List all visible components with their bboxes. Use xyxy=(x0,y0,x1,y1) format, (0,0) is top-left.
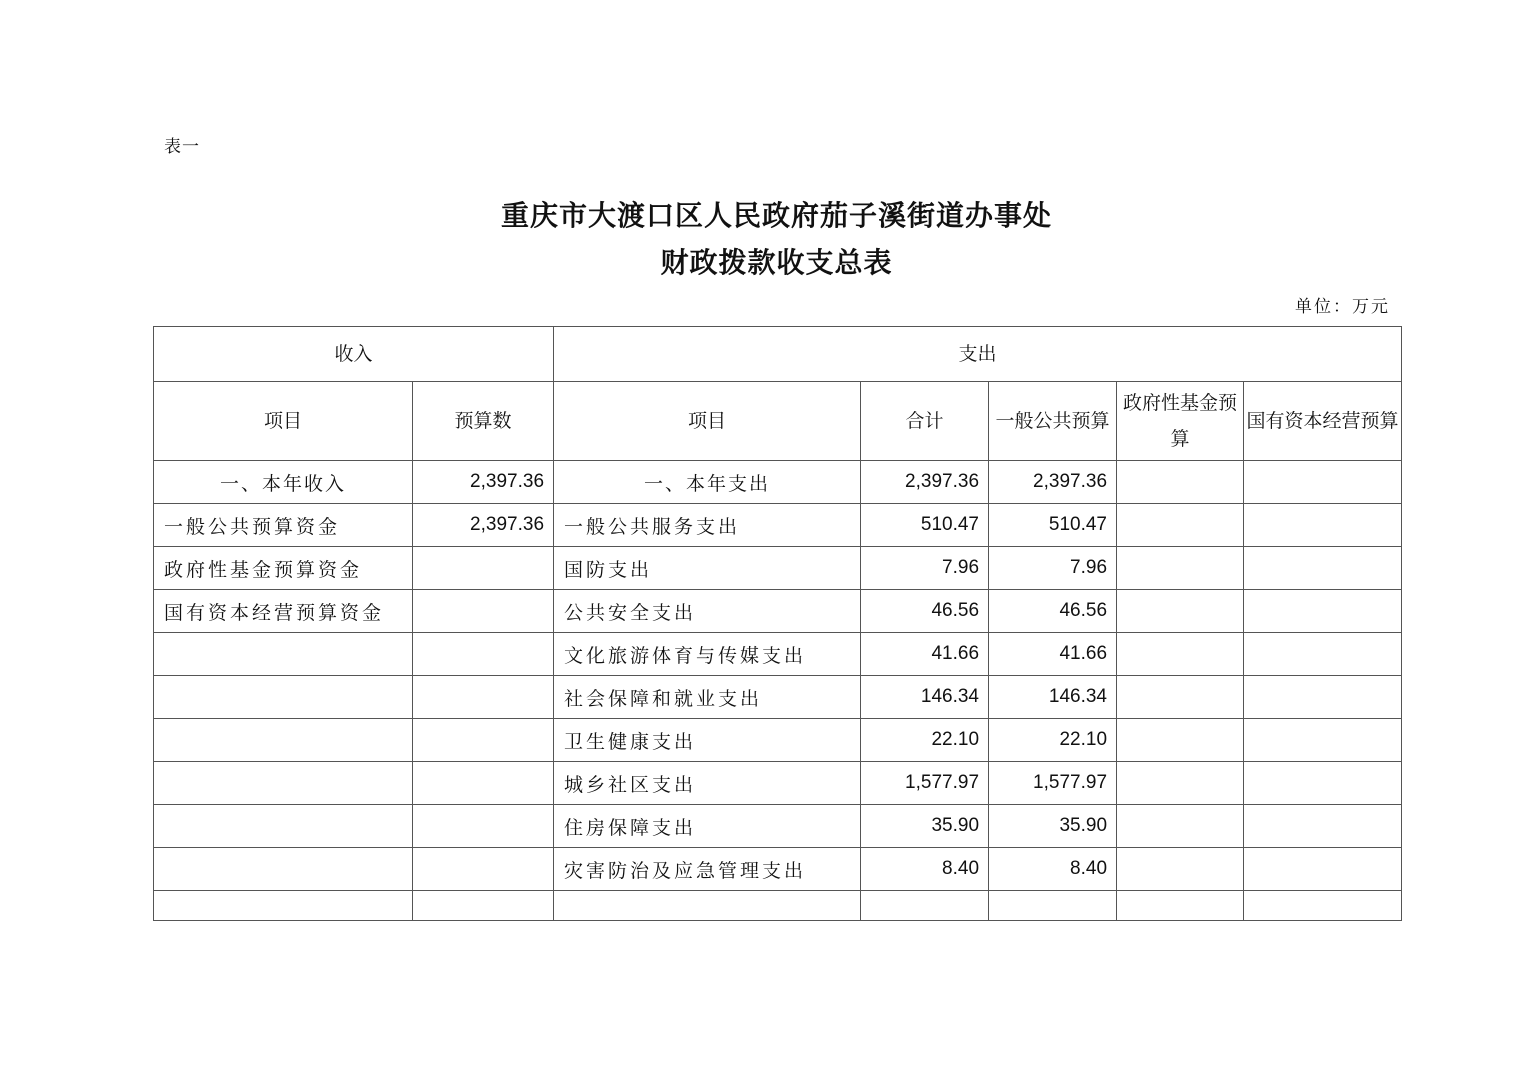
income-budget-cell xyxy=(413,590,554,633)
gov-fund-cell xyxy=(1117,719,1244,762)
general-public-cell: 35.90 xyxy=(989,805,1117,848)
column-header-row xyxy=(154,382,1402,461)
unit-label: 单位：万元 xyxy=(1295,297,1390,317)
state-capital-cell xyxy=(1244,590,1402,633)
income-budget-cell xyxy=(413,805,554,848)
income-item-cell: 国有资本经营预算资金 xyxy=(154,590,413,633)
table-row xyxy=(154,676,1402,719)
total-cell: 146.34 xyxy=(861,676,989,719)
general-public-cell: 7.96 xyxy=(989,547,1117,590)
total-cell: 510.47 xyxy=(861,504,989,547)
state-capital-cell xyxy=(1244,633,1402,676)
total-cell: 8.40 xyxy=(861,848,989,891)
expense-item-cell: 城乡社区支出 xyxy=(554,762,861,805)
empty-cell xyxy=(1117,891,1244,921)
gov-fund-cell xyxy=(1117,590,1244,633)
income-item-cell xyxy=(154,676,413,719)
expense-item-cell: 住房保障支出 xyxy=(554,805,861,848)
section-total: 2,397.36 xyxy=(861,461,989,504)
col-gov-fund-budget: 政府性基金预算 xyxy=(1117,382,1244,461)
section-gov-fund xyxy=(1117,461,1244,504)
document-title-line1: 重庆市大渡口区人民政府茄子溪街道办事处 xyxy=(500,199,1052,232)
expense-item-cell: 一般公共服务支出 xyxy=(554,504,861,547)
empty-cell xyxy=(154,891,413,921)
group-income-header: 收入 xyxy=(154,327,554,382)
income-item-cell xyxy=(154,805,413,848)
budget-summary-table xyxy=(153,326,1402,921)
income-budget-cell xyxy=(413,633,554,676)
group-header-row xyxy=(154,327,1402,382)
expense-item-cell: 社会保障和就业支出 xyxy=(554,676,861,719)
state-capital-cell xyxy=(1244,762,1402,805)
income-item-cell xyxy=(154,762,413,805)
general-public-cell: 41.66 xyxy=(989,633,1117,676)
income-item-cell xyxy=(154,633,413,676)
table-row xyxy=(154,848,1402,891)
empty-cell xyxy=(413,891,554,921)
general-public-cell: 46.56 xyxy=(989,590,1117,633)
table-row xyxy=(154,805,1402,848)
table-row xyxy=(154,590,1402,633)
income-budget-cell xyxy=(413,719,554,762)
state-capital-cell xyxy=(1244,504,1402,547)
total-cell: 1,577.97 xyxy=(861,762,989,805)
state-capital-cell xyxy=(1244,805,1402,848)
state-capital-cell xyxy=(1244,848,1402,891)
income-budget-cell xyxy=(413,676,554,719)
income-item-cell: 一般公共预算资金 xyxy=(154,504,413,547)
gov-fund-cell xyxy=(1117,848,1244,891)
group-expense-header: 支出 xyxy=(554,327,1402,382)
income-item-cell: 政府性基金预算资金 xyxy=(154,547,413,590)
income-budget-cell: 2,397.36 xyxy=(413,504,554,547)
table-row xyxy=(154,762,1402,805)
empty-cell xyxy=(861,891,989,921)
gov-fund-cell xyxy=(1117,504,1244,547)
total-cell: 7.96 xyxy=(861,547,989,590)
table-row xyxy=(154,719,1402,762)
income-item-cell xyxy=(154,848,413,891)
expense-item-cell: 卫生健康支出 xyxy=(554,719,861,762)
income-budget-cell xyxy=(413,848,554,891)
col-income-budget: 预算数 xyxy=(413,382,554,461)
general-public-cell: 510.47 xyxy=(989,504,1117,547)
total-cell: 35.90 xyxy=(861,805,989,848)
expense-item-cell: 公共安全支出 xyxy=(554,590,861,633)
document-title-line2: 财政拨款收支总表 xyxy=(660,246,893,279)
section-income-label: 一、本年收入 xyxy=(154,461,413,504)
table-number-label: 表一 xyxy=(164,137,200,157)
col-general-public-budget: 一般公共预算 xyxy=(989,382,1117,461)
col-total: 合计 xyxy=(861,382,989,461)
state-capital-cell xyxy=(1244,547,1402,590)
general-public-cell: 8.40 xyxy=(989,848,1117,891)
general-public-cell: 22.10 xyxy=(989,719,1117,762)
gov-fund-cell xyxy=(1117,805,1244,848)
state-capital-cell xyxy=(1244,676,1402,719)
income-item-cell xyxy=(154,719,413,762)
table-row-blank xyxy=(154,891,1402,921)
income-budget-cell xyxy=(413,762,554,805)
empty-cell xyxy=(1244,891,1402,921)
gov-fund-cell xyxy=(1117,633,1244,676)
section-expense-label: 一、本年支出 xyxy=(554,461,861,504)
empty-cell xyxy=(554,891,861,921)
gov-fund-cell xyxy=(1117,547,1244,590)
empty-cell xyxy=(989,891,1117,921)
section-general-public: 2,397.36 xyxy=(989,461,1117,504)
section-state-capital xyxy=(1244,461,1402,504)
general-public-cell: 1,577.97 xyxy=(989,762,1117,805)
total-cell: 41.66 xyxy=(861,633,989,676)
table-row xyxy=(154,504,1402,547)
state-capital-cell xyxy=(1244,719,1402,762)
total-cell: 46.56 xyxy=(861,590,989,633)
expense-item-cell: 灾害防治及应急管理支出 xyxy=(554,848,861,891)
table-row xyxy=(154,547,1402,590)
section-total-row xyxy=(154,461,1402,504)
income-budget-cell xyxy=(413,547,554,590)
col-state-capital-budget: 国有资本经营预算 xyxy=(1244,382,1402,461)
col-income-item: 项目 xyxy=(154,382,413,461)
expense-item-cell: 国防支出 xyxy=(554,547,861,590)
col-expense-item: 项目 xyxy=(554,382,861,461)
gov-fund-cell xyxy=(1117,676,1244,719)
expense-item-cell: 文化旅游体育与传媒支出 xyxy=(554,633,861,676)
section-income-budget: 2,397.36 xyxy=(413,461,554,504)
table-row xyxy=(154,633,1402,676)
gov-fund-cell xyxy=(1117,762,1244,805)
total-cell: 22.10 xyxy=(861,719,989,762)
general-public-cell: 146.34 xyxy=(989,676,1117,719)
